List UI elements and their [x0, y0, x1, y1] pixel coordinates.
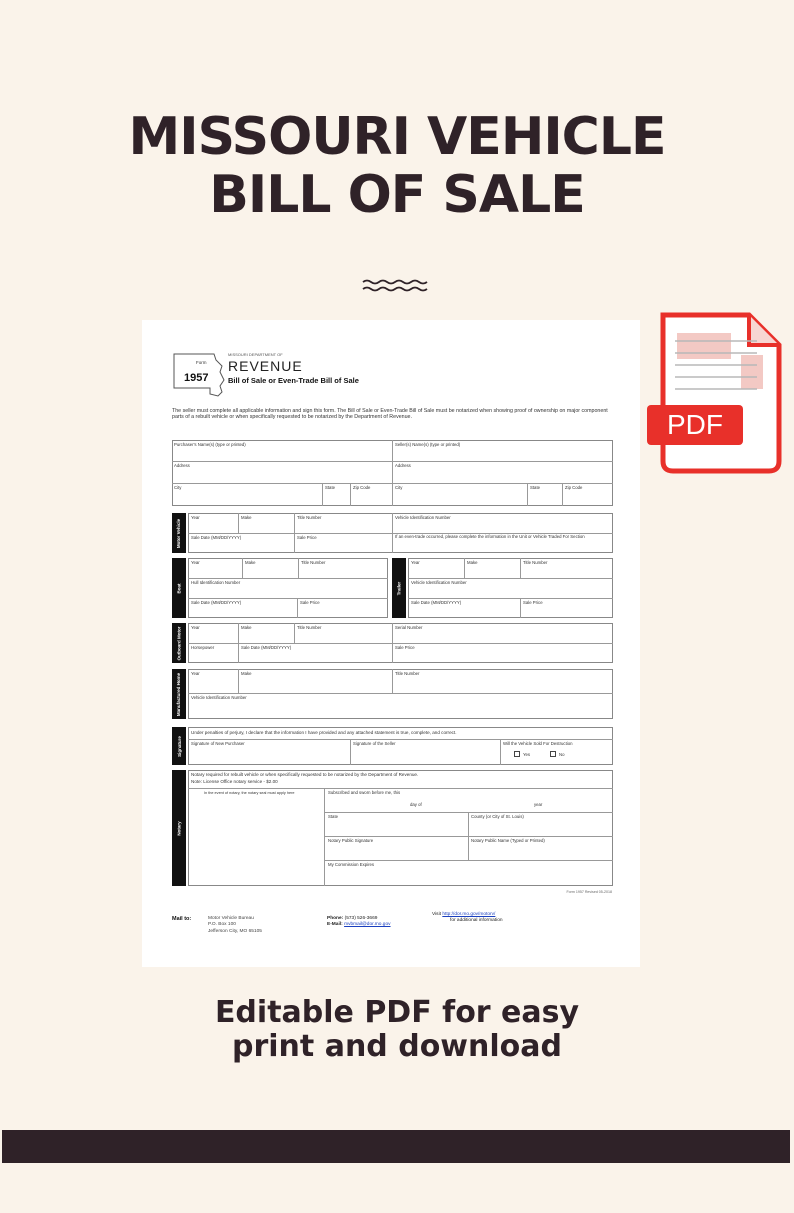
website-link[interactable]: http://dor.mo.gov/motorv/	[442, 912, 496, 917]
tagline-line-1: Editable PDF for easy	[214, 995, 580, 1030]
notary-signature-label: Notary Public Signature	[328, 838, 374, 843]
form-number: 1957	[184, 372, 209, 384]
trailer-block	[408, 558, 613, 618]
email-link[interactable]: mvbmail@dor.mo.gov	[344, 922, 391, 928]
subscribed-label: Subscribed and sworn before me, this	[328, 790, 401, 795]
form-header	[170, 350, 390, 400]
mh-make-label: Make	[241, 671, 252, 676]
mv-sale-date-label: Sale Date (MM/DD/YYYY)	[191, 535, 242, 540]
om-sale-price-label: Sale Price	[395, 645, 415, 650]
boat-sale-date-label: Sale Date (MM/DD/YYYY)	[191, 600, 242, 605]
destruction-label: Will the Vehicle Sold For Destruction	[503, 741, 573, 746]
notary-county-label: County (or City of St. Louis)	[471, 814, 524, 819]
om-horsepower-label: Horsepower	[191, 645, 215, 650]
om-year-label: Year	[191, 625, 200, 630]
mh-vin-label: Vehicle Identification Number	[191, 695, 247, 700]
mh-title-label: Title Number	[395, 671, 420, 676]
mh-year-label: Year	[191, 671, 200, 676]
trailer-title-label: Title Number	[523, 560, 548, 565]
seller-zip-label: Zip Code	[565, 485, 583, 490]
boat-make-label: Make	[245, 560, 256, 565]
seller-address-label: Address	[395, 463, 411, 468]
section-tab-trailer: Trailer	[392, 558, 406, 618]
boat-year-label: Year	[191, 560, 200, 565]
seller-city-label: City	[395, 485, 403, 490]
form-label: Form	[196, 360, 207, 365]
title-line-2: BILL OF SALE	[209, 165, 585, 225]
mail-line-2: P.O. Box 100	[208, 922, 236, 928]
mv-vin-label: Vehicle Identification Number	[395, 515, 451, 520]
day-of-label: day of	[410, 802, 422, 807]
form-revision-code: Form 1957 Revised 05-2018	[566, 890, 612, 894]
mv-year-label: Year	[191, 515, 200, 520]
notary-name-label: Notary Public Name (Typed or Printed)	[471, 838, 545, 843]
perjury-statement: Under penalties of perjury, I declare that the information I have provided and any attached statement is true, complete, and correct.	[191, 730, 457, 735]
footer-bar	[2, 1130, 790, 1163]
mail-line-3: Jefferson City, MO 65105	[208, 928, 262, 934]
email-label: E-Mail:	[327, 922, 343, 928]
no-label: No	[559, 752, 565, 757]
title-line-1: MISSOURI VEHICLE	[128, 107, 666, 167]
phone-label: Phone:	[327, 916, 344, 921]
section-tab-boat: Boat	[172, 558, 186, 618]
page-title	[0, 108, 794, 224]
om-sale-date-label: Sale Date (MM/DD/YYYY)	[241, 645, 292, 650]
wave-divider-icon	[361, 278, 431, 294]
form-preview	[142, 320, 640, 967]
section-tab-signature: Signature	[172, 727, 186, 765]
pdf-label: PDF	[667, 409, 723, 440]
trailer-year-label: Year	[411, 560, 420, 565]
contact-info	[327, 916, 391, 929]
even-trade-note: If an even-trade occurred, please complete the information in the Unit or Vehicle Traded For Section	[395, 534, 585, 539]
section-tab-outboard-motor: Outboard Motor	[172, 623, 186, 663]
purchaser-signature-label: Signature of New Purchaser	[191, 741, 245, 746]
notary-state-label: State	[328, 814, 339, 819]
om-make-label: Make	[241, 625, 252, 630]
purchaser-zip-label: Zip Code	[353, 485, 371, 490]
yes-label: Yes	[523, 752, 531, 757]
seller-signature-label: Signature of the Seller	[353, 741, 396, 746]
purchaser-city-label: City	[174, 485, 182, 490]
trailer-sale-price-label: Sale Price	[523, 600, 543, 605]
boat-block	[188, 558, 388, 618]
notary-seal-note: In the event of notary, the notary seal must apply here	[204, 791, 295, 795]
tagline	[0, 996, 794, 1064]
mail-to-label: Mail to:	[172, 916, 192, 922]
seller-state-label: State	[530, 485, 541, 490]
phone-number: (573) 526-3669	[344, 916, 378, 921]
om-title-label: Title Number	[297, 625, 322, 630]
visit-info	[432, 912, 503, 925]
purchaser-address-label: Address	[174, 463, 190, 468]
trailer-make-label: Make	[467, 560, 478, 565]
section-tab-manufactured-home: Manufactured Home	[172, 669, 186, 719]
visit-label: Visit	[432, 912, 441, 917]
seller-name-label: Seller(s) Name(s) (type or printed)	[395, 442, 461, 447]
form-title: Bill of Sale or Even-Trade Bill of Sale	[228, 376, 359, 385]
purchaser-name-label: Purchaser's Name(s) (type or printed)	[174, 442, 246, 447]
boat-hull-label: Hull Identification Number	[191, 580, 241, 585]
trailer-vin-label: Vehicle Identification Number	[411, 580, 467, 585]
boat-sale-price-label: Sale Price	[300, 600, 320, 605]
section-tab-notary: Notary	[172, 770, 186, 886]
no-checkbox[interactable]	[550, 751, 556, 757]
manufactured-home-block	[188, 669, 613, 719]
notary-fee-note: Note: License Office notary service - $2.00	[191, 779, 278, 784]
boat-title-label: Title Number	[301, 560, 326, 565]
yes-checkbox[interactable]	[514, 751, 520, 757]
tagline-line-2: print and download	[232, 1029, 562, 1064]
pdf-file-icon	[645, 311, 785, 476]
agency-caption: MISSOURI DEPARTMENT OF	[228, 352, 283, 357]
agency-name: REVENUE	[228, 358, 303, 374]
visit-suffix: for additional information	[450, 918, 503, 924]
trailer-sale-date-label: Sale Date (MM/DD/YYYY)	[411, 600, 462, 605]
purchaser-state-label: State	[325, 485, 336, 490]
mail-line-1: Motor Vehicle Bureau	[208, 916, 254, 921]
section-tab-motor-vehicle: Motor Vehicle	[172, 513, 186, 553]
commission-label: My Commission Expires	[328, 862, 375, 867]
mv-make-label: Make	[241, 515, 252, 520]
om-serial-label: Serial Number	[395, 625, 423, 630]
mv-sale-price-label: Sale Price	[297, 535, 317, 540]
mail-address	[208, 916, 262, 935]
year-label: year	[534, 802, 543, 807]
form-instructions: The seller must complete all applicable information and sign this form. The Bill of Sale or Even-Trade Bill of Sale must be notarized when showing proof of ownership on major component parts of a rebuilt vehicle or when specifically requested to be notarized by the Department of Revenue.	[172, 408, 608, 421]
mv-title-label: Title Number	[297, 515, 322, 520]
notary-required-note: Notary required for rebuilt vehicle or when specifically requested to be notarized by the Department of Revenue.	[191, 772, 419, 777]
